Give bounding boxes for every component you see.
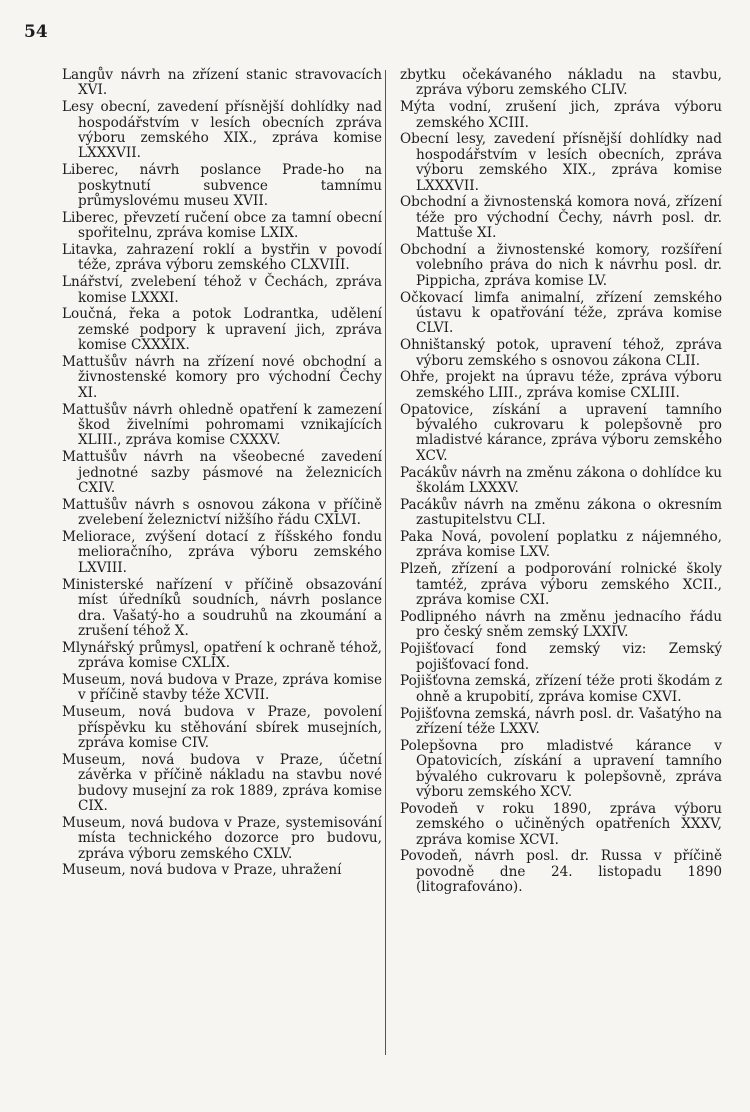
index-entry: Litavka, zahrazení roklí a bystřin v povodí téže, zpráva výboru zemského CLXVIII. <box>62 242 382 274</box>
index-entry: Mattušův návrh s osnovou zákona v příčině zvelebení železnictví nižšího řádu CXLVI. <box>62 496 382 529</box>
index-entry: Mattušův návrh na všeobecné zavedení jednotné sazby pásmové na železnicích CXIV. <box>62 449 382 497</box>
index-entry: Museum, nová budova v Praze, účetní závěrka v příčině nákladu na stavbu nové budovy musejní za rok 1889, zpráva komise CIX. <box>62 751 382 814</box>
index-entry: Loučná, řeka a potok Lodrantka, udělení zemské podpory k upravení jich, zpráva komise CXXXIX. <box>62 306 382 354</box>
index-entry: Pojišťovna zemská, návrh posl. dr. Vašatýho na zřízení téže LXXV. <box>400 705 722 737</box>
index-entry: Museum, nová budova v Praze, zpráva komise v příčině stavby téže XCVII. <box>62 671 382 704</box>
index-entry: Mattušův návrh ohledně opatření k zamezení škod živelními pohromami vznikajících XLIII., zpráva komise CXXXV. <box>62 401 382 449</box>
index-entry: Obchodní a živnostenská komora nová, zřízení téže pro východní Čechy, návrh posl. dr. Mattuše XI. <box>400 194 722 242</box>
index-entry: Očkovací limfa animalní, zřízení zemského ústavu k opatřování téže, zpráva komise CLVI. <box>400 289 722 337</box>
index-entry: Museum, nová budova v Praze, uhražení <box>62 862 342 879</box>
index-entry: Liberec, návrh poslance Prade-ho na poskytnutí subvence tamnímu průmyslovému museu XVII. <box>62 162 382 210</box>
index-entry: Plzeň, zřízení a podporování rolnické školy tamtéž, zpráva výboru zemského XCII., zpráva komise CXI. <box>400 561 722 609</box>
index-entry: Lesy obecní, zavedení přísnější dohlídky nad hospodářstvím v lesích obecních zpráva výboru zemského XIX., zpráva komise LXXXVII. <box>62 99 382 162</box>
index-entry: Meliorace, zvýšení dotací z říšského fondu melioračního, zpráva výboru zemského LXVIII. <box>62 529 382 576</box>
index-entry: Museum, nová budova v Praze, povolení příspěvku ku stěhování sbírek musejních, zpráva komise CIV. <box>62 704 382 751</box>
index-entry: Obecní lesy, zavedení přísnější dohlídky nad hospodářstvím v lesích obecních, zpráva výboru zemského XIX., zpráva komise LXXXVII. <box>400 131 722 194</box>
right-column <box>400 68 722 897</box>
index-entry: Ministerské nařízení v příčině obsazování míst úředníků soudních, návrh poslance dra. Vašatý-ho a soudruhů na zkoumání a zrušení téhož X. <box>62 576 382 639</box>
index-entry: Mattušův návrh na zřízení nové obchodní a živnostenské komory pro východní Čechy XI. <box>62 354 382 401</box>
page-number: 54 <box>24 22 48 42</box>
index-entry: Ohře, projekt na úpravu téže, zpráva výboru zemského LIII., zpráva komise CXLIII. <box>400 369 722 401</box>
left-column <box>62 68 382 880</box>
index-entry: Museum, nová budova v Praze, systemisování místa technického dozorce pro budovu, zpráva výboru zemského CXLV. <box>62 814 382 862</box>
index-entry: Povodeň v roku 1890, zpráva výboru zemského o učiněných opatřeních XXXV, zpráva komise XCVI. <box>400 800 722 848</box>
index-entry: Paka Nová, povolení poplatku z nájemného, zpráva komise LXV. <box>400 529 722 561</box>
column-divider <box>385 70 386 1055</box>
index-entry: Mýta vodní, zrušení jich, zpráva výboru zemského XCIII. <box>400 99 722 131</box>
index-entry: Obchodní a živnostenské komory, rozšíření volebního práva do nich k návrhu posl. dr. Pippicha, zpráva komise LV. <box>400 242 722 289</box>
index-entry: Pacákův návrh na změnu zákona o dohlídce ku školám LXXXV. <box>400 464 722 497</box>
index-entry: zbytku očekávaného nákladu na stavbu, zpráva výboru zemského CLIV. <box>400 67 722 99</box>
index-entry: Mlynářský průmysl, opatření k ochraně téhož, zpráva komise CXLIX. <box>62 639 382 672</box>
index-entry: Podlipného návrh na změnu jednacího řádu pro český sněm zemský LXXIV. <box>400 608 722 641</box>
index-entry: Ohništanský potok, upravení téhož, zpráva výboru zemského s osnovou zákona CLII. <box>400 337 722 369</box>
index-entry: Langův návrh na zřízení stanic stravovacích XVI. <box>62 67 382 99</box>
index-entry: Pacákův návrh na změnu zákona o okresním zastupitelstvu CLI. <box>400 496 722 529</box>
index-entry: Pojišťovací fond zemský viz: Zemský pojišťovací fond. <box>400 641 722 673</box>
index-entry: Pojišťovna zemská, zřízení téže proti škodám z ohně a krupobití, zpráva komise CXVI. <box>400 673 722 705</box>
index-entry: Lnářství, zvelebení téhož v Čechách, zpráva komise LXXXI. <box>62 274 382 306</box>
index-entry: Opatovice, získání a upravení tamního bývalého cukrovaru k polepšovně pro mladistvé kárance, zpráva výboru zemského XCV. <box>400 401 722 464</box>
index-entry: Povodeň, návrh posl. dr. Russa v příčině povodně dne 24. listopadu 1890 (litografováno). <box>400 848 722 896</box>
index-entry: Polepšovna pro mladistvé kárance v Opatovicích, získání a upravení tamního bývalého cukrovaru k polepšovně, zpráva výboru zemského XCV. <box>400 737 722 800</box>
index-entry: Liberec, převzetí ručení obce za tamní obecní spořitelnu, zpráva komise LXIX. <box>62 209 382 242</box>
